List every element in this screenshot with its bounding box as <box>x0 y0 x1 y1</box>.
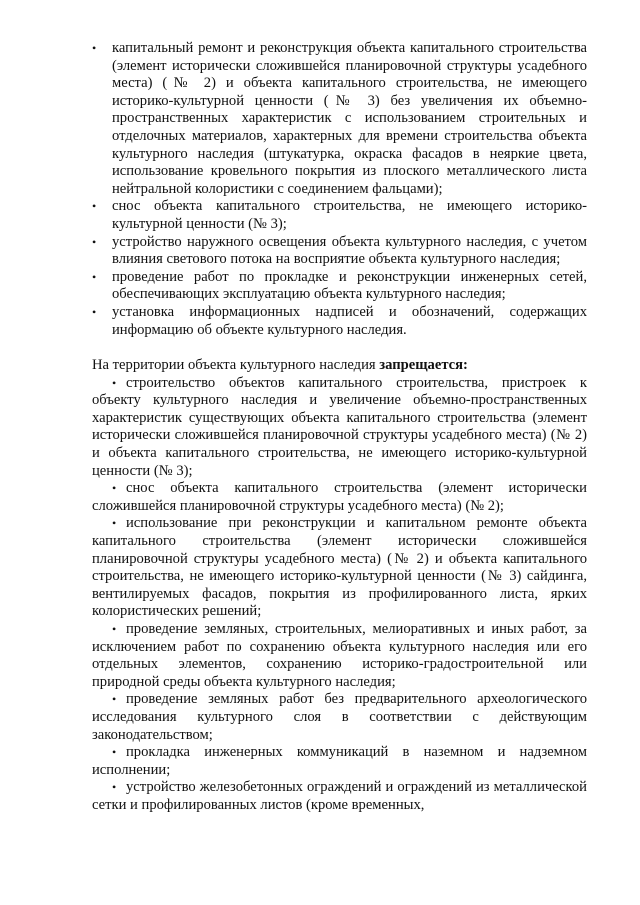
list-item-text: прокладка инженерных коммуникаций в наземном и надземном исполнении; <box>92 744 587 778</box>
intro-bold: запрещается: <box>379 357 468 374</box>
bullet-icon: • <box>112 516 117 531</box>
list-item-text: строительство объектов капитального строительства, пристроек к объекту культурного наследия и увеличение объемно-пространственных характеристик существующих объекта капитального строительства (элемент исторически сложившейся планировочной структуры усадебного места) (№ 2) и объекта капитального строительства, не имеющего историко-культурной ценности (№ 3); <box>92 374 587 479</box>
list-item <box>92 198 587 233</box>
list-item <box>92 779 587 814</box>
document-body <box>92 40 587 815</box>
list-item <box>92 621 587 691</box>
list-item-text: проведение работ по прокладке и реконструкции инженерных сетей, обеспечивающих эксплуатацию объекта культурного наследия; <box>112 268 587 303</box>
bullet-icon: • <box>112 481 117 496</box>
prohibited-works-list <box>92 375 587 815</box>
prohibited-intro <box>92 357 587 375</box>
list-item <box>92 375 587 481</box>
list-item <box>92 304 587 339</box>
list-item-text: устройство наружного освещения объекта культурного наследия, с учетом влияния светового потока на восприятие объекта культурного наследия; <box>112 233 587 268</box>
list-item-text: капитальный ремонт и реконструкция объекта капитального строительства (элемент исторически сложившейся планировочной структуры усадебного места) (№ 2) и объекта капитального строительства, не имеющего историко-культурной ценности (№ 3) без увеличения их объемно-пространственных характеристик с использованием строительных и отделочных материалов, характерных для времени строительства объекта культурного наследия (штукатурка, окраска фасадов в неяркие цвета, использование кровельного покрытия из плоского металлического листа нейтральной колористики с соединением фальцами); <box>112 40 587 197</box>
list-item-text: снос объекта капитального строительства, не имеющего историко-культурной ценности (№ 3); <box>112 198 587 232</box>
list-item-text: снос объекта капитального строительства (элемент исторически сложившейся планировочной структуры усадебного места) (№ 2); <box>92 480 587 514</box>
list-item <box>92 234 587 269</box>
list-item-text: установка информационных надписей и обозначений, содержащих информацию об объекте культурного наследия. <box>112 303 587 338</box>
intro-text: На территории объекта культурного наследия <box>92 357 380 374</box>
list-item <box>92 691 587 744</box>
bullet-icon: • <box>92 269 97 284</box>
bullet-icon: • <box>112 692 117 707</box>
list-item <box>92 269 587 304</box>
list-item <box>92 744 587 779</box>
bullet-icon: • <box>92 234 97 249</box>
list-item-text: использование при реконструкции и капитальном ремонте объекта капитального строительства (элемент исторически сложившейся планировочной структуры усадебного места) (№ 2) и объекта капитального строительства, не имеющего историко-культурной ценности (№ 3) сайдинга, вентилируемых фасадов, покрытия из профилированного листа, ярких колористических решений; <box>92 515 587 620</box>
permitted-works-list <box>92 40 587 339</box>
list-item <box>92 480 587 515</box>
paragraph-gap <box>92 339 587 357</box>
list-item-text: устройство железобетонных ограждений и ограждений из металлической сетки и профилированных листов (кроме временных, <box>92 779 587 813</box>
bullet-icon: • <box>112 745 117 760</box>
bullet-icon: • <box>92 304 97 319</box>
bullet-icon: • <box>112 622 117 636</box>
bullet-icon: • <box>92 41 97 55</box>
bullet-icon: • <box>112 780 117 795</box>
list-item-text: проведение земляных, строительных, мелиоративных и иных работ, за исключением работ по сохранению объекта культурного наследия или его отдельных элементов, сохранению историко-градостроительной или природной среды объекта культурного наследия; <box>92 621 587 690</box>
list-item-text: проведение земляных работ без предварительного археологического исследования культурного слоя в соответствии с действующим законодательством; <box>92 691 587 743</box>
list-item <box>92 515 587 621</box>
list-item <box>92 40 587 198</box>
bullet-icon: • <box>92 199 97 214</box>
bullet-icon: • <box>112 375 117 390</box>
